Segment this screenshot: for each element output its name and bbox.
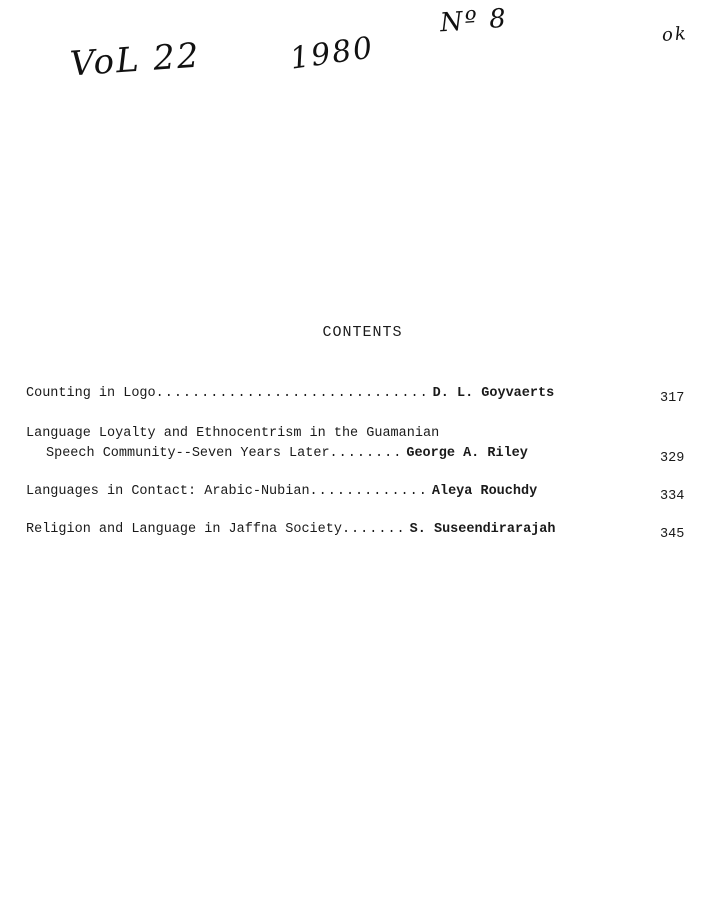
toc-entry-author: Aleya Rouchdy xyxy=(431,484,538,499)
toc-entry xyxy=(26,522,696,542)
toc-leader-dots: ....... xyxy=(341,522,406,537)
toc-entry xyxy=(26,386,696,406)
toc-entry-title-continued: Speech Community--Seven Years Later xyxy=(46,446,330,461)
toc-entry xyxy=(26,426,696,466)
handwritten-year: 1980 xyxy=(287,30,377,77)
toc-entry xyxy=(26,484,696,504)
toc-entry-page: 334 xyxy=(660,489,685,504)
toc-entry-page: 329 xyxy=(660,451,685,466)
toc-entry-page: 345 xyxy=(660,527,685,542)
toc-leader-dots: .............................. xyxy=(155,386,429,401)
handwritten-ok-mark: ok xyxy=(661,23,689,46)
toc-leader-dots: ........ xyxy=(329,446,403,461)
toc-entry-title: Language Loyalty and Ethnocentrism in the Guamanian xyxy=(26,426,440,441)
contents-heading: CONTENTS xyxy=(322,324,403,341)
handwritten-volume: VoL 22 xyxy=(68,35,202,85)
toc-leader-dots: ............. xyxy=(309,484,428,499)
toc-entry-title: Religion and Language in Jaffna Society xyxy=(26,522,342,537)
toc-entry-title: Counting in Logo xyxy=(26,386,156,401)
handwritten-number: Nº 8 xyxy=(439,3,509,39)
toc-entry-author: S. Suseendirarajah xyxy=(409,522,556,537)
toc-entry-title: Languages in Contact: Arabic-Nubian xyxy=(26,484,310,499)
toc-entry-author: George A. Riley xyxy=(406,446,528,461)
table-of-contents xyxy=(26,386,696,556)
toc-entry-author: D. L. Goyvaerts xyxy=(432,386,555,401)
toc-entry-page: 317 xyxy=(660,391,685,406)
